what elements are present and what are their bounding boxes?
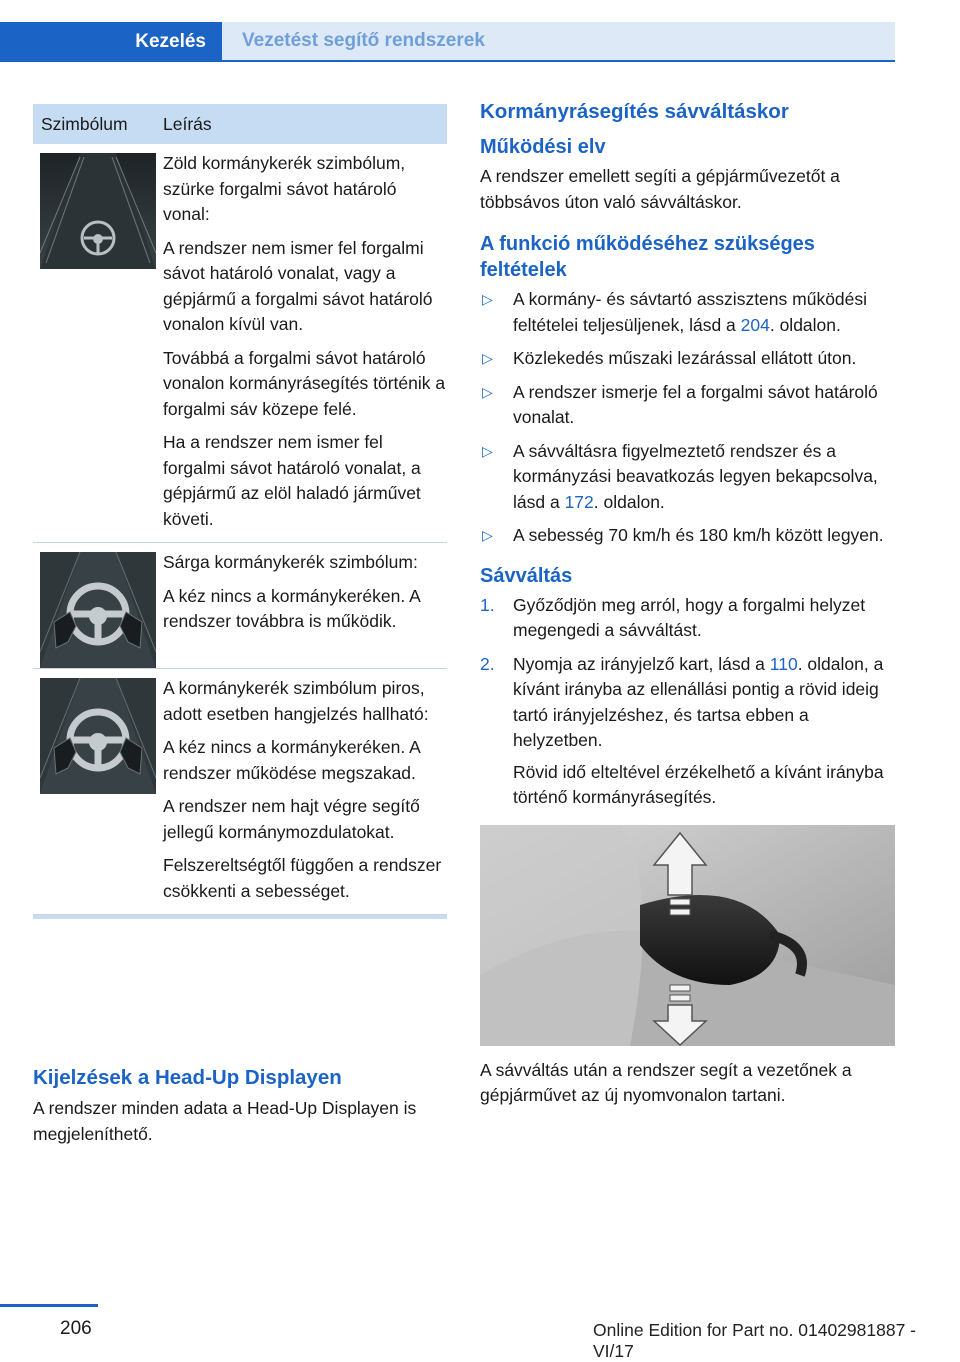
turn-signal-lever-photo (480, 825, 895, 1046)
row-text: A kéz nincs a kormánykeréken. A rendszer továbbra is működik. (163, 585, 420, 631)
photo-caption: A sávváltás után a rendszer segít a vezetőnek a gépjárművet az új nyomvonalon tartani. (480, 1059, 852, 1105)
list-item: ▷ A sávváltásra figyelmeztető rendszer és a kormányzási beavatkozás legyen bekapcsolva, lásd a 172. oldalon. (482, 440, 878, 512)
row-text: A rendszer nem ismer fel forgalmi sávot határoló vonalat, vagy a gépjármű a forgalmi sávot határoló vonalon kívül van. (163, 237, 433, 334)
right-column (480, 100, 900, 1109)
principle-title: Működési elv (480, 136, 606, 158)
page-link[interactable]: 204 (740, 314, 770, 335)
table-end-rule (33, 915, 447, 919)
list-item: 2. Nyomja az irányjelző kart, lásd a 110. oldalon, a kívánt irányba az ellenállási pontig a rövid ideig tartó irányjelzéshez, és tartsa ebben a helyzetben. Rövid idő elteltével érzékelhető a kívánt irányba történő kormányrásegítés. (480, 652, 900, 811)
steps-list (480, 593, 900, 811)
footer-rule (0, 1304, 98, 1307)
row-text: Ha a rendszer nem ismer fel forgalmi sávot határoló vonalat, a gépjármű az elöl haladó járművet követi. (163, 432, 421, 529)
row-text: Továbbá a forgalmi sávot határoló vonalon kormányrásegítés történik a forgalmi sáv közepe felé. (163, 347, 446, 419)
row-text: Felszereltségtől függően a rendszer csökkenti a sebességet. (163, 855, 442, 901)
page-number: 206 (60, 1318, 92, 1339)
table-row (33, 669, 447, 915)
section-tab: Kezelés (0, 22, 222, 62)
table-header (33, 104, 447, 144)
conditions-title: A funkció működéséhez szükséges feltételek (480, 233, 815, 281)
page-link[interactable]: 110 (769, 653, 798, 674)
row-text: A kormánykerék szimbólum piros, adott esetben hangjelzés hallható: (163, 678, 429, 724)
row-text: Zöld kormánykerék szimbólum, szürke forgalmi sávot határoló vonal: (163, 153, 406, 224)
table-row (33, 144, 447, 543)
triangle-bullet-icon: ▷ (482, 442, 493, 459)
col-header-symbol: Szimbólum (41, 113, 128, 134)
triangle-bullet-icon: ▷ (482, 291, 493, 307)
hud-text: A rendszer minden adata a Head-Up Displayen is megjeleníthető. (33, 1098, 417, 1144)
green-steering-wheel-icon (40, 153, 156, 269)
table-row (33, 543, 447, 669)
list-item: ▷ A rendszer ismerje fel a forgalmi sávot határoló vonalat. (482, 381, 878, 427)
hud-section (33, 1066, 447, 1147)
lane-change-title: Sávváltás (480, 564, 573, 587)
list-item: ▷ A kormány- és sávtartó asszisztens működési feltételei teljesüljenek, lásd a 204. oldalon. (482, 289, 868, 335)
row-text: Sárga kormánykerék szimbólum: (163, 552, 418, 572)
list-item: 1. Győződjön meg arról, hogy a forgalmi helyzet megengedi a sávváltást. (480, 594, 866, 640)
step-note: Rövid idő elteltével érzékelhető a kívánt irányba történő kormányrásegítés. (513, 761, 884, 807)
list-item: ▷ Közlekedés műszaki lezárással ellátott úton. (480, 346, 900, 372)
section-title: Kormányrásegítés sávváltáskor (480, 100, 789, 123)
principle-text: A rendszer emellett segíti a gépjárművezetőt a többsávos úton való sávváltáskor. (480, 166, 840, 212)
page-link[interactable]: 172 (564, 491, 594, 512)
conditions-list (480, 287, 900, 549)
page-header (0, 0, 895, 62)
col-header-description: Leírás (163, 113, 212, 134)
hud-title: Kijelzések a Head-Up Displayen (33, 1066, 342, 1089)
triangle-bullet-icon: ▷ (482, 350, 493, 366)
row-text: A rendszer nem hajt végre segítő jellegű kormánymozdulatokat. (163, 796, 420, 842)
red-steering-wheel-hands-icon (40, 678, 156, 794)
yellow-steering-wheel-hands-icon (40, 552, 156, 668)
row-text: A kéz nincs a kormánykeréken. A rendszer működése megszakad. (163, 737, 420, 783)
chapter-tab: Vezetést segítő rendszerek (222, 22, 895, 60)
triangle-bullet-icon: ▷ (482, 527, 493, 543)
list-item: ▷ A sebesség 70 km/h és 180 km/h között legyen. (480, 523, 900, 549)
triangle-bullet-icon: ▷ (482, 383, 493, 400)
edition-note: Online Edition for Part no. 01402981887 - VI/17 (593, 1320, 916, 1361)
symbol-table (33, 104, 447, 919)
header-rule (222, 60, 895, 62)
